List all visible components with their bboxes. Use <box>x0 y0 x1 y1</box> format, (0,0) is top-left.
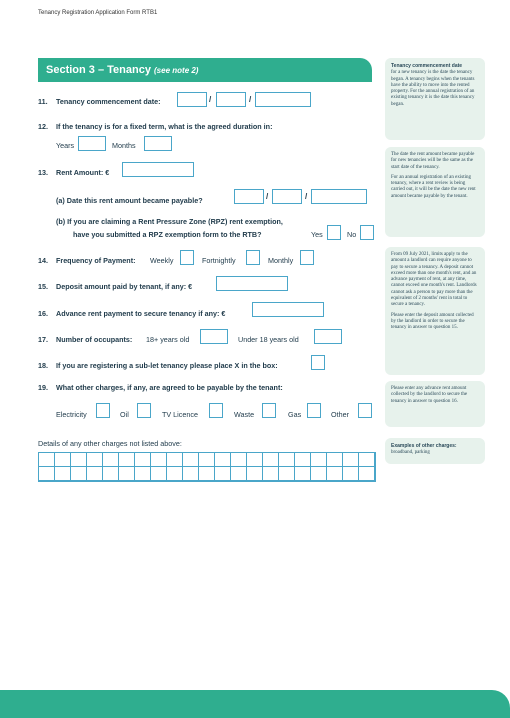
q19-gas-label: Gas <box>288 410 302 419</box>
note-other-charges-title: Examples of other charges: <box>391 443 457 449</box>
q19-number: 19. <box>38 383 48 392</box>
q17-number: 17. <box>38 335 48 344</box>
q14-number: 14. <box>38 256 48 265</box>
section-banner <box>38 58 372 82</box>
q17-label: Number of occupants: <box>56 335 133 344</box>
q13b-yes-checkbox[interactable] <box>327 225 341 240</box>
q19-label: What other charges, if any, are agreed to be payable by the tenant: <box>56 383 283 392</box>
q19-tv-licence-checkbox[interactable] <box>209 403 223 418</box>
q14-monthly-checkbox[interactable] <box>300 250 314 265</box>
q12-months-label: Months <box>112 141 136 150</box>
q19-tv-licence-label: TV Licence <box>162 410 198 419</box>
q13a-month-field[interactable] <box>272 189 302 204</box>
note-commencement-body: for a new tenancy is the date the tenancy began. A tenancy begins when the tenants have the ability to move into the rented property. For the annual registration of an existing tenancy it is the date this tenancy began. <box>391 70 475 107</box>
q13b-no-checkbox[interactable] <box>360 225 374 240</box>
q12-label: If the tenancy is for a fixed term, what is the agreed duration in: <box>56 122 273 131</box>
q16-number: 16. <box>38 309 48 318</box>
q14-fortnightly-label: Fortnightly <box>202 256 236 265</box>
q15-label: Deposit amount paid by tenant, if any: € <box>56 282 193 291</box>
q13-number: 13. <box>38 168 48 177</box>
q19-electricity-label: Electricity <box>56 410 87 419</box>
q13a-day-field[interactable] <box>234 189 264 204</box>
q12-years-label: Years <box>56 141 75 150</box>
q19-oil-checkbox[interactable] <box>137 403 151 418</box>
note-deposit <box>385 247 485 375</box>
q13-rent-field[interactable] <box>122 162 194 177</box>
q12-number: 12. <box>38 122 48 131</box>
q17-minors-field[interactable] <box>314 329 342 344</box>
q14-label: Frequency of Payment: <box>56 256 136 265</box>
q19-other-checkbox[interactable] <box>358 403 372 418</box>
q13a-year-field[interactable] <box>311 189 367 204</box>
q13b-line2: have you submitted a RPZ exemption form to the RTB? <box>73 230 262 239</box>
q19-waste-label: Waste <box>234 410 255 419</box>
note-rent-date-p1: The date the rent amount became payable for new tenancies will be the same as the start date of the tenancy. <box>391 152 475 170</box>
q18-label: If you are registering a sub-let tenancy please place X in the box: <box>56 361 278 370</box>
q19-other-label: Other <box>331 410 349 419</box>
q19-gas-checkbox[interactable] <box>307 403 321 418</box>
q14-weekly-checkbox[interactable] <box>180 250 194 265</box>
q17-adults-label: 18+ years old <box>146 335 190 344</box>
q13b-no-label: No <box>347 230 357 239</box>
details-grid[interactable] <box>38 452 376 482</box>
q18-sublet-checkbox[interactable] <box>311 355 325 370</box>
note-commencement-title: Tenancy commencement date <box>391 63 463 69</box>
note-advance <box>385 381 485 427</box>
q16-label: Advance rent payment to secure tenancy if any: € <box>56 309 226 318</box>
q13b-line1: (b) If you are claiming a Rent Pressure Zone (RPZ) rent exemption, <box>56 217 283 226</box>
q11-year-field[interactable] <box>255 92 311 107</box>
q14-fortnightly-checkbox[interactable] <box>246 250 260 265</box>
q13-label: Rent Amount: € <box>56 168 110 177</box>
q17-minors-label: Under 18 years old <box>238 335 299 344</box>
q19-waste-checkbox[interactable] <box>262 403 276 418</box>
q13b-yes-label: Yes <box>311 230 323 239</box>
note-other-charges <box>385 438 485 464</box>
q17-adults-field[interactable] <box>200 329 228 344</box>
note-commencement <box>385 58 485 140</box>
q19-oil-label: Oil <box>120 410 129 419</box>
q11-sep-2: / <box>249 95 252 104</box>
q14-weekly-label: Weekly <box>150 256 174 265</box>
q11-sep-1: / <box>209 95 212 104</box>
q15-deposit-field[interactable] <box>216 276 288 291</box>
note-advance-body: Please enter any advance rent amount collected by the landlord to secure the tenancy in answer to question 16. <box>391 386 468 404</box>
note-rent-date <box>385 147 485 237</box>
q11-label: Tenancy commencement date: <box>56 97 161 106</box>
q14-monthly-label: Monthly <box>268 256 294 265</box>
q13a-sep-2: / <box>305 192 308 201</box>
note-deposit-p2: Please enter the deposit amount collected by the landlord in order to secure the tenancy in answer to question 15. <box>391 312 474 331</box>
q16-advance-field[interactable] <box>252 302 324 317</box>
section-note: (see note 2) <box>154 66 199 75</box>
note-rent-date-p2: For an annual registration of an existing tenancy, where a rent review is being carried out, it will be the date the new rent amount became payable by the tenant. <box>391 174 476 199</box>
q11-number: 11. <box>38 97 48 106</box>
note-deposit-p1: From 09 July 2021, limits apply to the amount a landlord can require anyone to pay to secure a tenancy. A deposit cannot exceed more than one month's rent, and an advance payment of rent, at any time, cannot exceed one month's rent. Landlords cannot ask a person to pay more than the equivalent of 2 months' rent in total to secure a tenancy. <box>391 252 477 308</box>
q13a-sep-1: / <box>266 192 269 201</box>
section-title: Section 3 – Tenancy <box>46 64 151 76</box>
q11-day-field[interactable] <box>177 92 207 107</box>
q15-number: 15. <box>38 282 48 291</box>
form-header: Tenancy Registration Application Form RTB1 <box>38 10 158 16</box>
q18-number: 18. <box>38 361 48 370</box>
footer-band <box>0 690 510 718</box>
q13a-label: (a) Date this rent amount became payable? <box>56 196 203 205</box>
q12-years-field[interactable] <box>78 136 106 151</box>
q19-electricity-checkbox[interactable] <box>96 403 110 418</box>
details-label: Details of any other charges not listed above: <box>38 439 182 448</box>
q11-month-field[interactable] <box>216 92 246 107</box>
note-other-charges-body: broadband, parking <box>391 450 430 456</box>
q12-months-field[interactable] <box>144 136 172 151</box>
